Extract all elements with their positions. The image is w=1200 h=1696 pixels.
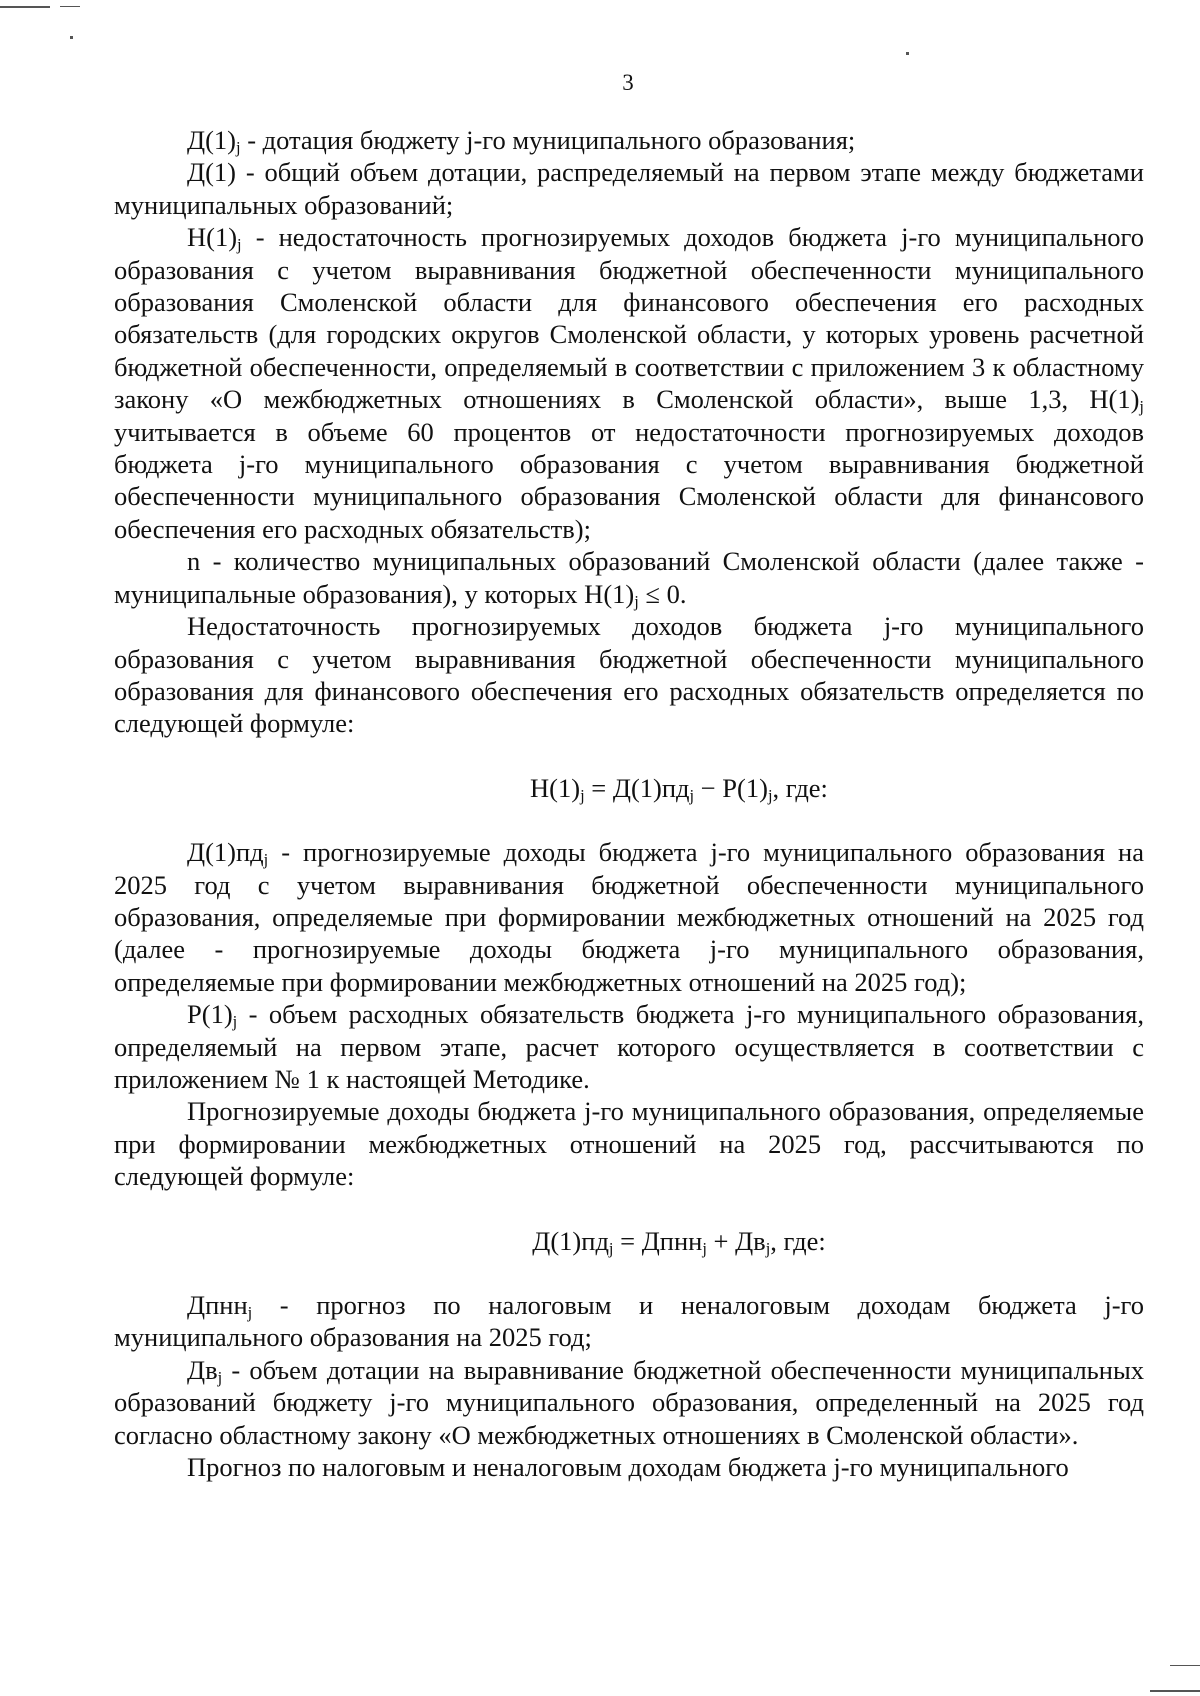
subscript-j: j — [765, 1238, 771, 1258]
formula-part: , где: — [772, 772, 828, 803]
definition-text: - дотация бюджету j-го муниципального образования; — [240, 125, 856, 155]
definition-text: учитывается в объеме 60 процентов от недостаточности прогнозируемых доходов бюджета j-го муниципального образования с учетом выравнивания бюджетной обеспеченности муниципального образования Смоленской области для финансового обеспечения его расходных обязательств); — [114, 416, 1144, 544]
definition-text: Д(1)пд — [187, 837, 264, 868]
formula-part: = Д(1)пд — [584, 772, 690, 803]
definition-text: - объем расходных обязательств бюджета j-го муниципального образования, определяемый на первом этапе, расчет которого осуществляется в соответствии с приложением № 1 к настоящей Методике. — [114, 999, 1144, 1094]
paragraph-continued: Прогноз по налоговым и неналоговым доходам бюджета j-го муниципального — [187, 1452, 1069, 1483]
subscript-j: j — [634, 591, 639, 611]
formula-n1j — [114, 772, 1144, 804]
subscript-j: j — [608, 1238, 614, 1258]
formula-part: − Р(1) — [694, 772, 768, 803]
scan-edge-mark — [1170, 1665, 1200, 1666]
definition-text: - недостаточность прогнозируемых доходов бюджета j-го муниципального образования с учетом выравнивания бюджетной обеспеченности муниципального образования Смоленской области для финансового обеспечения его расходных обязательств (для городских округов Смоленской области, у которых уровень расчетной бюджетной обеспеченности, определяемый в соответствии с приложением 3 к областному закону «О межбюджетных отношениях в Смоленской области», выше 1,3, Н(1) — [114, 222, 1144, 415]
definition-text: ≤ 0. — [638, 578, 687, 609]
page-number: 3 — [622, 70, 634, 95]
definition-text: Р(1) — [187, 999, 233, 1030]
paragraph-definition-d1pdj — [114, 836, 1144, 998]
formula-part: Д(1)пд — [532, 1225, 609, 1256]
paragraph-definition-n1j — [114, 221, 1144, 545]
scan-edge-mark — [906, 52, 909, 55]
definition-text: - прогнозируемые доходы бюджета j-го муниципального образования на 2025 год с учетом выравнивания бюджетной обеспеченности муниципального образования, определяемые при формировании межбюджетных отношений на 2025 год (далее - прогнозируемые доходы бюджета j-го муниципального образования, определяемые при формировании межбюджетных отношений на 2025 год); — [114, 837, 1144, 997]
subscript-j: j — [1139, 397, 1144, 417]
scan-edge-mark — [0, 6, 50, 8]
formula-part: + Дв — [706, 1225, 766, 1256]
formula-d1pdj — [114, 1225, 1144, 1257]
formula-part: , где: — [770, 1225, 826, 1256]
definition-text: - объем дотации на выравнивание бюджетной обеспеченности муниципальных образований бюджету j-го муниципального образования, определенный на 2025 год согласно областному закону «О межбюджетных отношениях в Смоленской области». — [114, 1354, 1144, 1450]
document-body — [114, 124, 1144, 1483]
scan-edge-mark — [1150, 1690, 1200, 1692]
paragraph-formula-intro-1: Недостаточность прогнозируемых доходов бюджета j-го муниципального образования с учетом выравнивания бюджетной обеспеченности муниципального образования для финансового обеспечения его расходных обязательств определяется по следующей формуле: — [114, 611, 1144, 739]
definition-text: - прогноз по налоговым и неналоговым доходам бюджета j-го муниципального образования на 2025 год; — [114, 1290, 1144, 1353]
paragraph-definition-d1j — [114, 124, 1144, 156]
subscript-j: j — [217, 1367, 223, 1387]
definition-text: Дпнн — [187, 1290, 248, 1320]
formula-part: = Дпнн — [613, 1225, 703, 1256]
definition-text: n - количество муниципальных образований Смоленской области (далее также - муниципальные образования), у которых Н(1) — [114, 546, 1144, 609]
paragraph-definition-d1: Д(1) - общий объем дотации, распределяемый на первом этапе между бюджетами муниципальных образований; — [114, 157, 1144, 220]
subscript-j: j — [247, 1303, 253, 1323]
subscript-j: j — [232, 1012, 238, 1032]
paragraph-definition-n — [114, 545, 1144, 610]
paragraph-definition-dvj — [114, 1354, 1144, 1451]
subscript-j: j — [263, 850, 269, 870]
subscript-j: j — [702, 1238, 707, 1258]
paragraph-formula-intro-2: Прогнозируемые доходы бюджета j-го муниципального образования, определяемые при формировании межбюджетных отношений на 2025 год, рассчитываются по следующей формуле: — [114, 1096, 1144, 1192]
paragraph-definition-dpnnj — [114, 1289, 1144, 1354]
definition-text: Дв — [187, 1354, 218, 1385]
scan-edge-mark — [70, 36, 73, 39]
subscript-j: j — [235, 138, 241, 158]
subscript-j: j — [689, 785, 695, 805]
definition-text: Н(1) — [187, 222, 238, 253]
subscript-j: j — [767, 785, 773, 805]
term-d1: Д(1) — [187, 125, 236, 155]
paragraph-definition-p1j — [114, 998, 1144, 1095]
formula-part: Н(1) — [530, 772, 581, 803]
subscript-j: j — [580, 785, 585, 805]
scan-edge-mark — [60, 6, 80, 7]
subscript-j: j — [237, 235, 242, 255]
